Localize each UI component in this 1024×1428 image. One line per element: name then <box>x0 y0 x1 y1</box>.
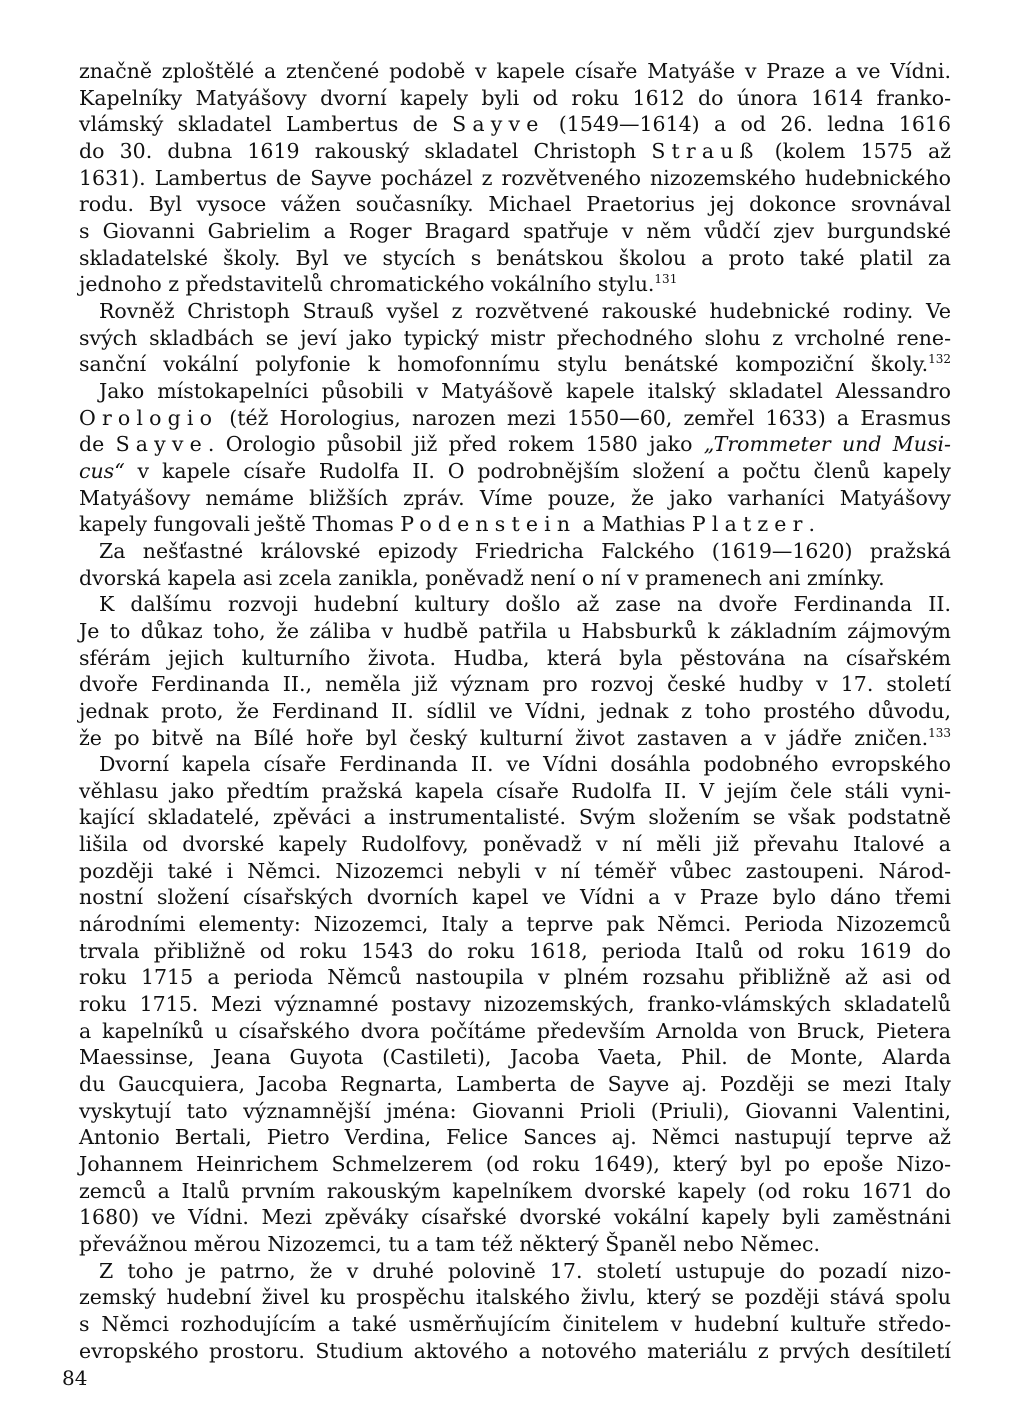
spaced-name: Podenstein <box>400 512 577 537</box>
text-segment: (1549—1614) a od 26. ledna 1616 <box>544 112 951 137</box>
text-segment: že po bitvě na Bílé hoře byl český kulturní život zastaven a v jádře zničen. <box>79 725 929 750</box>
italic-quote: cus“ <box>79 458 125 483</box>
text-segment: . <box>808 512 816 537</box>
text-line: Z toho je patrno, že v druhé polovině 17. století ustupuje do pozadí nizo- <box>99 1258 951 1283</box>
footnote-ref: 132 <box>928 352 951 367</box>
text-line: K dalšímu rozvoji hudební kultury došlo až zase na dvoře Ferdinanda II. <box>99 592 951 617</box>
text-line: Za nešťastné královské epizody Friedricha Falckého (1619—1620) pražská <box>99 538 951 563</box>
text-line: jednak proto, že Ferdinand II. sídlil ve Vídni, jednak z toho prostého důvodu, <box>79 698 951 723</box>
text-segment: jednoho z představitelů chromatického vokálního stylu. <box>79 272 655 297</box>
text-line: národními elementy: Nizozemci, Italy a teprve pak Němci. Perioda Nizozemců <box>79 912 951 937</box>
text-line: rodu. Byl vysoce vážen současníky. Michael Praetorius jej dokonce srovnával <box>79 192 951 217</box>
text-line: du Gaucquiera, Jacoba Regnarta, Lamberta de Sayve aj. Později se mezi Italy <box>79 1072 951 1097</box>
spaced-name: Orologio <box>79 405 219 430</box>
text-segment: (kolem 1575 až <box>759 138 951 163</box>
text-line: dvoře Ferdinanda II., neměla již význam pro rozvoj české hudby v 17. století <box>79 672 951 697</box>
text-line: Kapelníky Matyášovy dvorní kapely byli od roku 1612 do února 1614 franko- <box>79 85 951 110</box>
text-segment: sanční vokální polyfonie k homofonnímu stylu benátské kompoziční školy. <box>79 352 929 377</box>
text-line: zemců a Italů prvním rakouským kapelníkem dvorské kapely (od roku 1671 do <box>79 1178 951 1203</box>
italic-quote: „Trommeter und Musi‑ <box>703 432 951 457</box>
text-line <box>79 271 951 298</box>
footnote-ref: 133 <box>928 725 951 740</box>
spaced-name: Sayve <box>452 112 545 137</box>
text-line: Jako místokapelníci působili v Matyášově kapele italský skladatel Alessandro <box>99 378 951 403</box>
text-line <box>79 111 951 138</box>
text-line: Rovněž Christoph Strauß vyšel z rozvětvené rakouské hudebnické rodiny. Ve <box>99 298 951 323</box>
text-line: 1680) ve Vídni. Mezi zpěváky císařské dvorské vokální kapely byli zaměstnáni <box>79 1205 951 1230</box>
text-segment: do 30. dubna 1619 rakouský skladatel Christoph <box>79 138 652 163</box>
text-line: značně zploštělé a ztenčené podobě v kapele císaře Matyáše v Praze a ve Vídni. <box>79 59 951 83</box>
text-line: a kapelníků u císařského dvora počítáme především Arnolda von Bruck, Pietera <box>79 1018 951 1043</box>
text-line <box>79 405 951 432</box>
text-line: lišila od dvorské kapely Rudolfovy, poněvadž v ní měli již převahu Italové a <box>79 832 951 857</box>
text-line: sférám jejich kulturního života. Hudba, která byla pěstována na císařském <box>79 645 951 670</box>
text-line: skladatelské školy. Byl ve stycích s benátskou školou a proto také platil za <box>79 245 951 270</box>
text-segment: vlámský skladatel Lambertus de <box>79 112 453 137</box>
text-line: Johannem Heinrichem Schmelzerem (od roku 1649), který byl po epoše Nizo- <box>79 1152 951 1177</box>
text-line: evropského prostoru. Studium aktového a notového materiálu z prvých desítiletí <box>79 1338 951 1363</box>
text-line: dvorská kapela asi zcela zanikla, poněvadž není o ní v pramenech ani zmínky. <box>79 565 885 590</box>
text-line <box>79 511 951 538</box>
text-line <box>79 458 951 485</box>
text-line: zemský hudební živel ku prospěchu italského živlu, který se později stává spolu <box>79 1285 951 1310</box>
text-line: s Giovanni Gabrielim a Roger Bragard spatřuje v něm vůdčí zjev burgundské <box>79 218 951 243</box>
text-line <box>79 725 951 752</box>
text-line <box>79 138 951 165</box>
text-line: později také i Němci. Nizozemci nebyli v ní téměř vůbec zastoupeni. Národ- <box>79 858 951 883</box>
spaced-name: Platzer <box>691 512 809 537</box>
spaced-name: Sayve <box>115 432 208 457</box>
text-line: roku 1715. Mezi významné postavy nizozemských, franko-vlámských skladatelů <box>79 992 951 1017</box>
text-segment: de <box>79 432 116 457</box>
spaced-name: Strauß <box>651 138 760 163</box>
text-segment: kapely fungovali ještě Thomas <box>79 512 401 537</box>
text-segment: (též Horologius, narozen mezi 1550—60, zemřel 1633) a Erasmus <box>218 405 951 430</box>
text-line: Matyášovy nemáme bližších zpráv. Víme pouze, že jako varhaníci Matyášovy <box>79 485 951 510</box>
text-line <box>79 431 951 458</box>
text-line: kající skladatelé, zpěváci a instrumentalisté. Svým složením se však podstatně <box>79 805 951 830</box>
text-line: Dvorní kapela císaře Ferdinanda II. ve Vídni dosáhla podobného evropského <box>99 752 951 777</box>
text-segment: . Orologio působil již před rokem 1580 jako <box>207 432 704 457</box>
text-line <box>79 351 951 378</box>
text-line: trvala přibližně od roku 1543 do roku 1618, perioda Italů od roku 1619 do <box>79 938 951 963</box>
text-line: Maessinse, Jeana Guyota (Castileti), Jacoba Vaeta, Phil. de Monte, Alarda <box>79 1045 951 1070</box>
text-line: věhlasu jako předtím pražská kapela císaře Rudolfa II. V jejím čele stáli vyni- <box>79 778 951 803</box>
text-segment: v kapele císaře Rudolfa II. O podrobnějším složení a počtu členů kapely <box>124 458 951 483</box>
text-line: svých skladbách se jeví jako typický mistr přechodného slohu z vrcholné rene- <box>79 325 951 350</box>
text-line: Je to důkaz toho, že záliba v hudbě patřila u Habsburků k základním zájmovým <box>79 618 951 643</box>
page-number: 84 <box>62 1366 88 1390</box>
text-line: 1631). Lambertus de Sayve pocházel z rozvětveného nizozemského hudebnického <box>79 165 951 190</box>
footnote-ref: 131 <box>654 272 678 287</box>
text-line: vyskytují tato významnější jména: Giovanni Prioli (Priuli), Giovanni Valentini, <box>79 1098 951 1123</box>
text-line: roku 1715 a perioda Němců nastoupila v plném rozsahu přibližně až asi od <box>79 965 951 990</box>
text-line: Antonio Bertali, Pietro Verdina, Felice Sances aj. Němci nastupují teprve až <box>79 1125 951 1150</box>
text-line: nostní složení císařských dvorních kapel ve Vídni a v Praze bylo dáno třemi <box>79 885 951 910</box>
text-line: převážnou měrou Nizozemci, tu a tam též některý Španěl nebo Němec. <box>79 1232 821 1257</box>
text-line: s Němci rozhodujícím a také usměrňujícím činitelem v hudební kultuře středo- <box>79 1312 951 1337</box>
text-segment: a Mathias <box>576 512 692 537</box>
